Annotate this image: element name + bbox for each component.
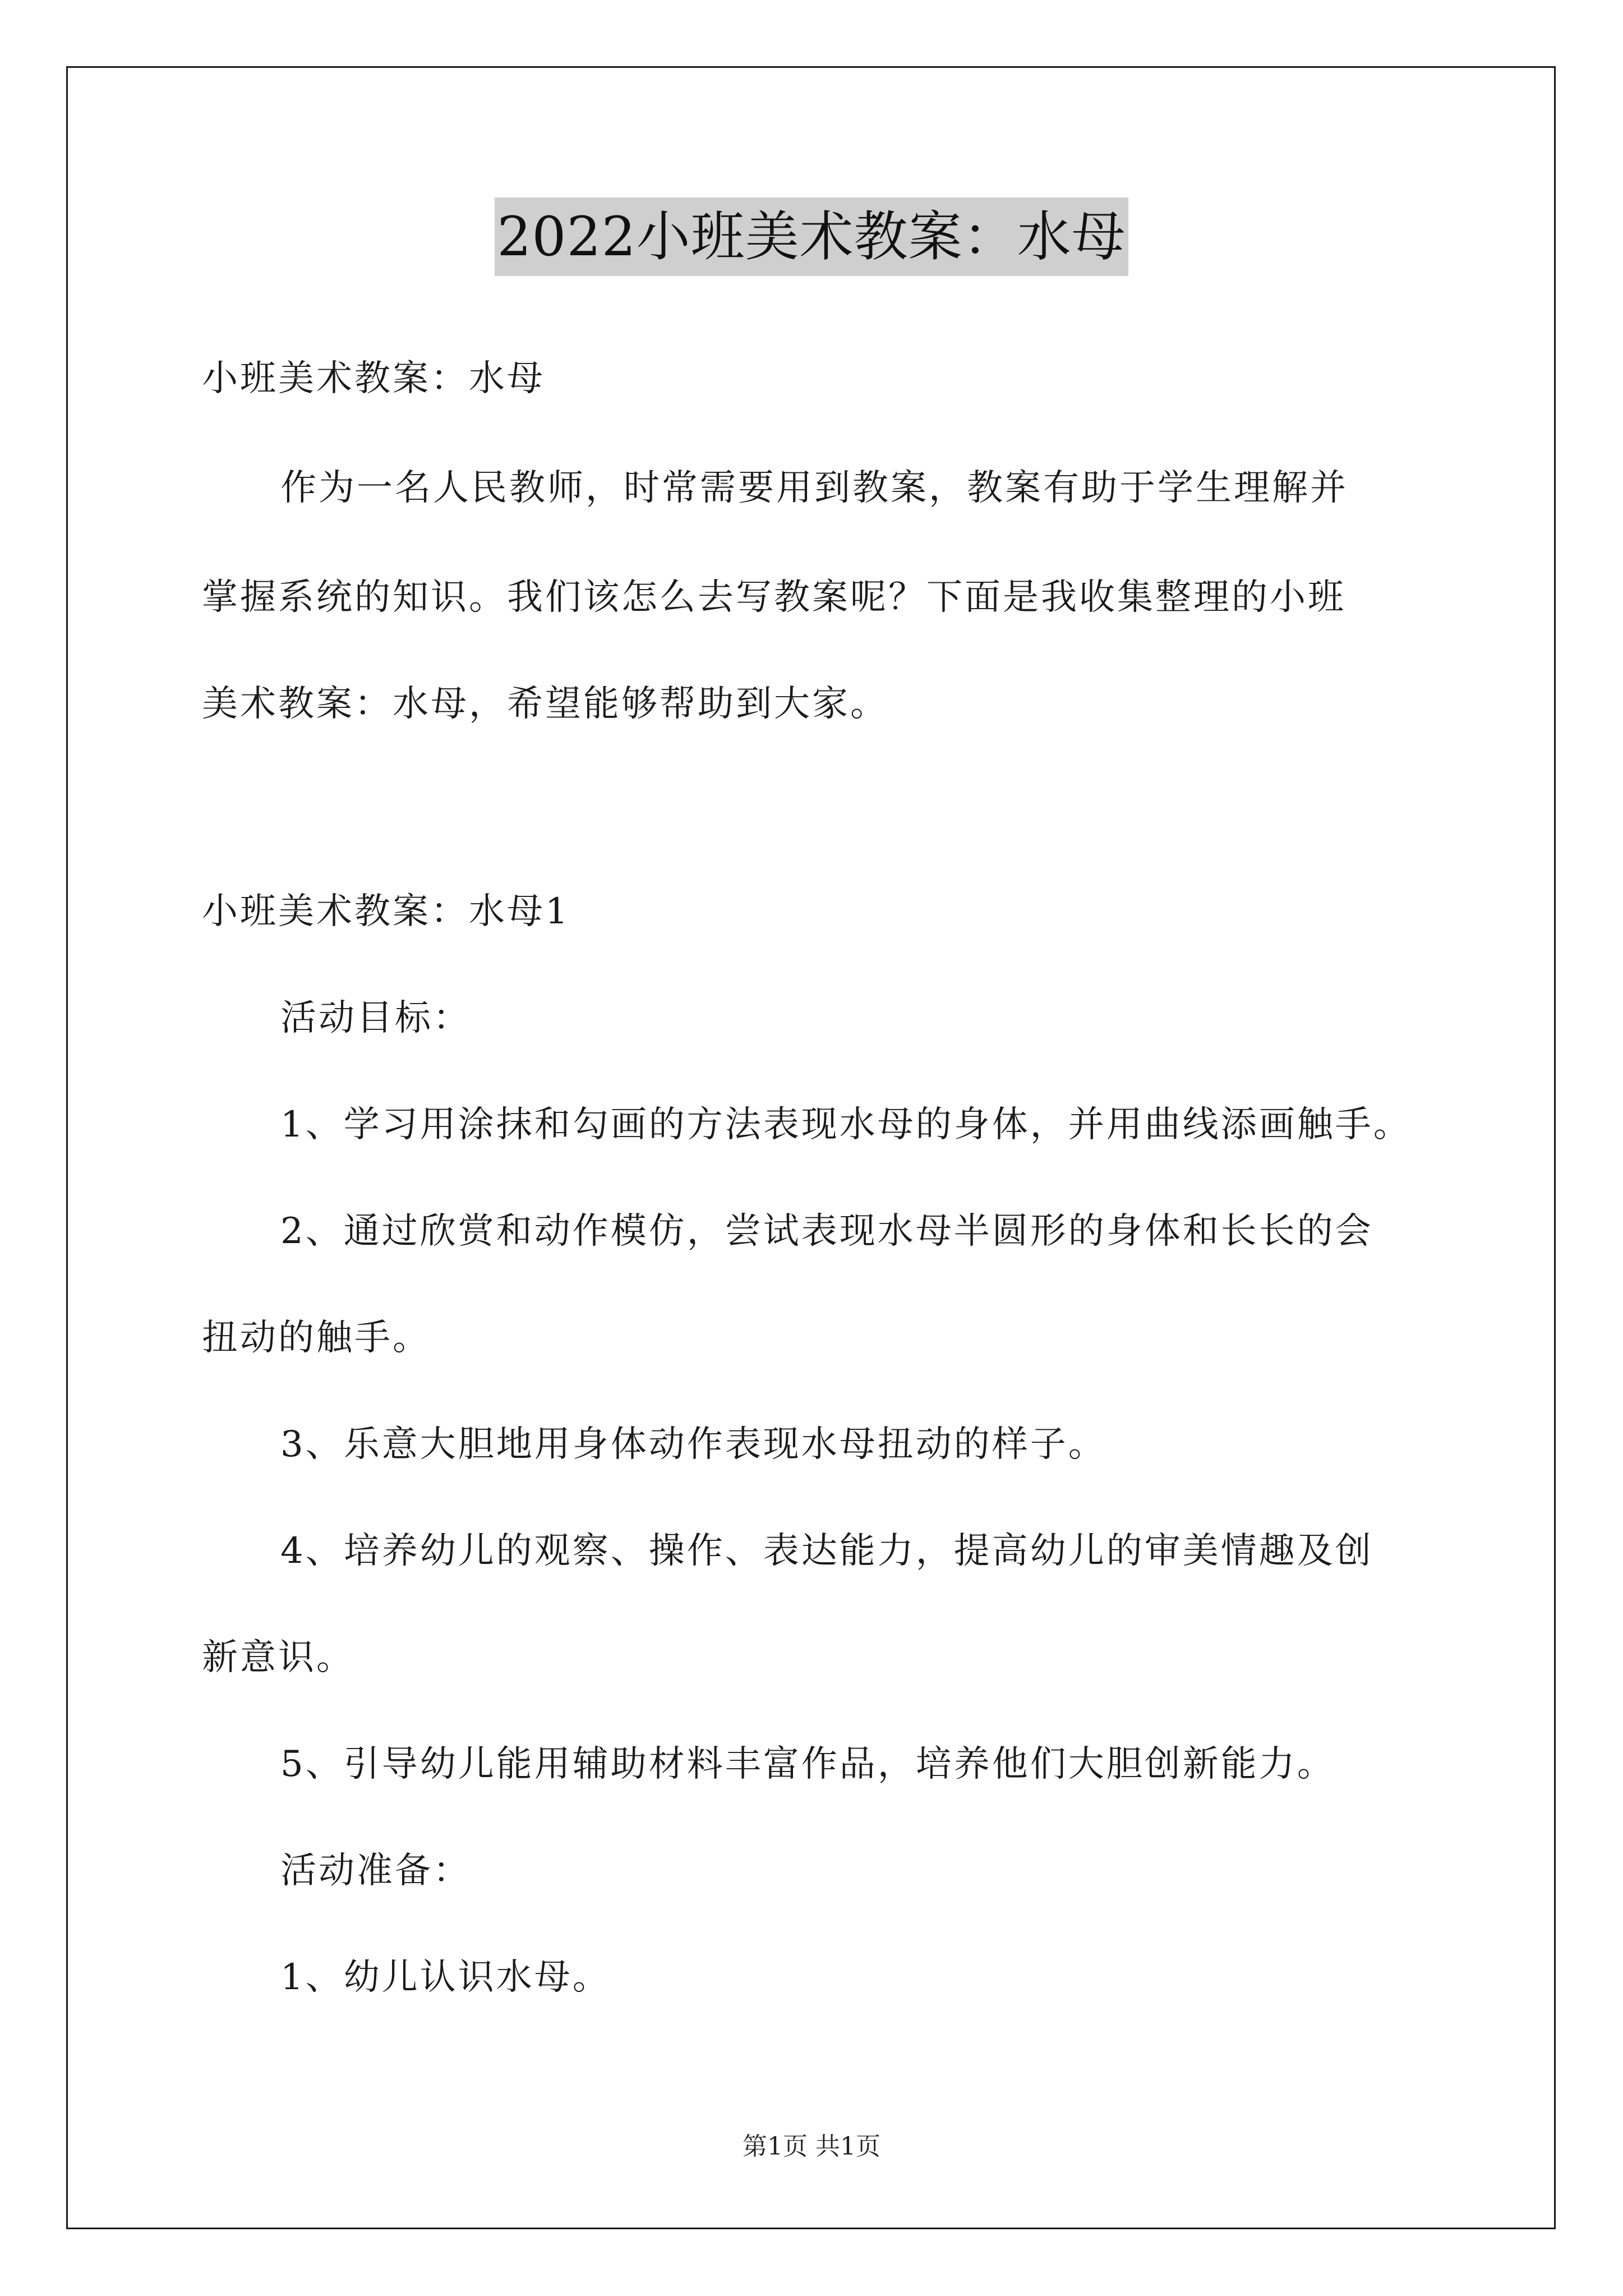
list-item: 4、培养幼儿的观察、操作、表达能力，提高幼儿的审美情趣及创 [280, 1530, 1373, 1572]
page-footer: 第1页 共1页 [743, 2132, 880, 2161]
document-title: 2022小班美术教案：水母 [495, 197, 1128, 276]
paragraph-line: 作为一名人民教师，时常需要用到教案，教案有助于学生理解并 [280, 467, 1348, 509]
subheading-goals: 活动目标： [280, 997, 471, 1039]
list-item-continuation: 扭动的触手。 [202, 1317, 431, 1359]
paragraph-line: 美术教案：水母，希望能够帮助到大家。 [202, 683, 888, 725]
list-item: 1、幼儿认识水母。 [280, 1957, 611, 1998]
section-heading: 小班美术教案：水母1 [202, 891, 570, 932]
paragraph-line: 掌握系统的知识。我们该怎么去写教案呢？下面是我收集整理的小班 [202, 577, 1346, 618]
list-item: 5、引导幼儿能用辅助材料丰富作品，培养他们大胆创新能力。 [280, 1743, 1335, 1785]
list-item: 1、学习用涂抹和勾画的方法表现水母的身体，并用曲线添画触手。 [280, 1104, 1412, 1145]
subheading-preparation: 活动准备： [280, 1850, 471, 1892]
list-item-continuation: 新意识。 [202, 1637, 354, 1678]
title-container [0, 197, 1623, 276]
list-item: 2、通过欣赏和动作模仿，尝试表现水母半圆形的身体和长长的会 [280, 1211, 1373, 1252]
paragraph-heading: 小班美术教案：水母 [202, 358, 545, 399]
list-item: 3、乐意大胆地用身体动作表现水母扭动的样子。 [280, 1424, 1106, 1465]
